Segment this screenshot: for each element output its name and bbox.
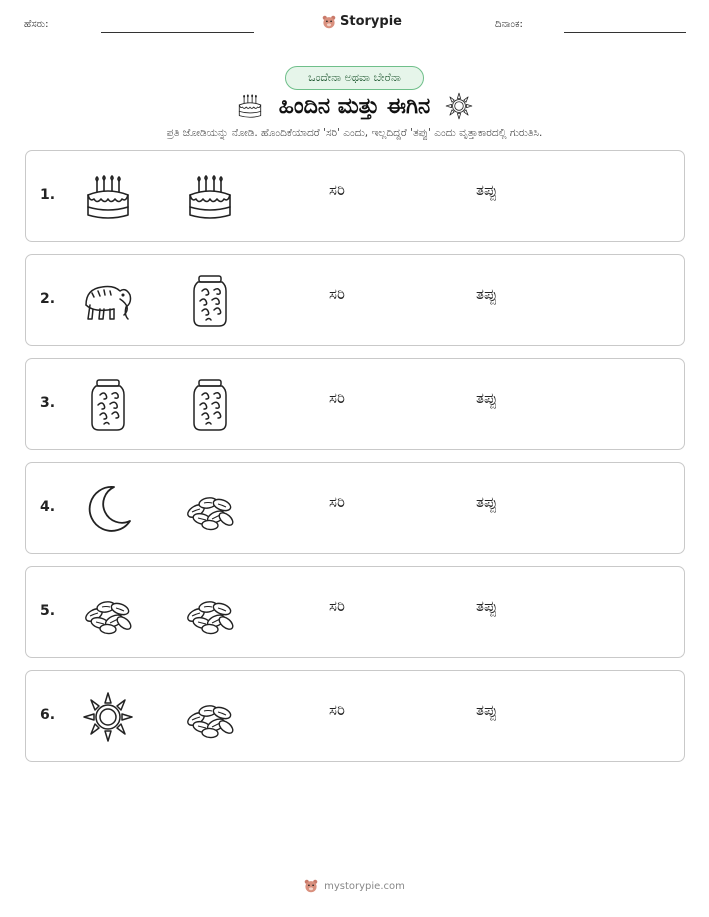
question-number: 4. xyxy=(40,499,56,515)
true-option[interactable]: ಸರಿ xyxy=(329,701,345,719)
question-row xyxy=(25,462,685,554)
brand-logo xyxy=(322,14,402,29)
page-title: ಹಿಂದಿನ ಮತ್ತು ಈಗಿನ xyxy=(278,93,431,119)
mammoth-icon xyxy=(80,273,136,329)
header xyxy=(0,14,709,38)
false-option[interactable]: ತಪ್ಪು xyxy=(476,701,498,719)
question-row xyxy=(25,150,685,242)
category-tag: ಒಂದೇನಾ ಅಥವಾ ಬೇರೆನಾ xyxy=(285,66,424,90)
sun-icon xyxy=(444,91,474,121)
jar-icon xyxy=(182,377,238,433)
true-option[interactable]: ಸರಿ xyxy=(329,493,345,511)
question-number: 6. xyxy=(40,707,56,723)
question-row xyxy=(25,566,685,658)
false-option[interactable]: ತಪ್ಪು xyxy=(476,389,498,407)
false-option[interactable]: ತಪ್ಪು xyxy=(476,285,498,303)
moon-icon xyxy=(80,481,136,537)
brand-name: Storypie xyxy=(340,14,402,29)
sun-icon xyxy=(80,689,136,745)
question-number: 5. xyxy=(40,603,56,619)
seeds-icon xyxy=(182,689,238,745)
true-option[interactable]: ಸರಿ xyxy=(329,285,345,303)
footer-website[interactable]: mystorypie.com xyxy=(324,880,405,892)
cake-icon xyxy=(80,169,136,225)
question-number: 3. xyxy=(40,395,56,411)
bear-logo-icon xyxy=(322,15,336,29)
seeds-icon xyxy=(80,585,136,641)
true-option[interactable]: ಸರಿ xyxy=(329,181,345,199)
title-row xyxy=(0,90,709,122)
name-label: ಹೆಸರು: xyxy=(24,19,49,30)
false-option[interactable]: ತಪ್ಪು xyxy=(476,597,498,615)
question-list xyxy=(25,150,685,774)
question-row xyxy=(25,670,685,762)
question-row xyxy=(25,254,685,346)
false-option[interactable]: ತಪ್ಪು xyxy=(476,181,498,199)
jar-icon xyxy=(80,377,136,433)
instructions: ಪ್ರತಿ ಜೋಡಿಯನ್ನು ನೋಡಿ. ಹೊಂದಿಕೆಯಾದರೆ 'ಸರಿ' ಎಂದು, ಇಲ್ಲದಿದ್ದರೆ 'ತಪ್ಪು' ಎಂದು ವೃತ್ತಾಕಾರದಲ್ಲಿ ಗುರುತಿಸಿ. xyxy=(166,127,543,139)
date-write-line[interactable] xyxy=(564,32,686,33)
cake-icon xyxy=(182,169,238,225)
question-number: 1. xyxy=(40,187,56,203)
question-number: 2. xyxy=(40,291,56,307)
date-label: ದಿನಾಂಕ: xyxy=(495,19,523,30)
name-write-line[interactable] xyxy=(101,32,254,33)
question-row xyxy=(25,358,685,450)
jar-icon xyxy=(182,273,238,329)
bear-logo-icon xyxy=(304,879,318,893)
seeds-icon xyxy=(182,481,238,537)
cake-icon xyxy=(235,91,265,121)
footer xyxy=(0,879,709,893)
seeds-icon xyxy=(182,585,238,641)
true-option[interactable]: ಸರಿ xyxy=(329,597,345,615)
true-option[interactable]: ಸರಿ xyxy=(329,389,345,407)
false-option[interactable]: ತಪ್ಪು xyxy=(476,493,498,511)
